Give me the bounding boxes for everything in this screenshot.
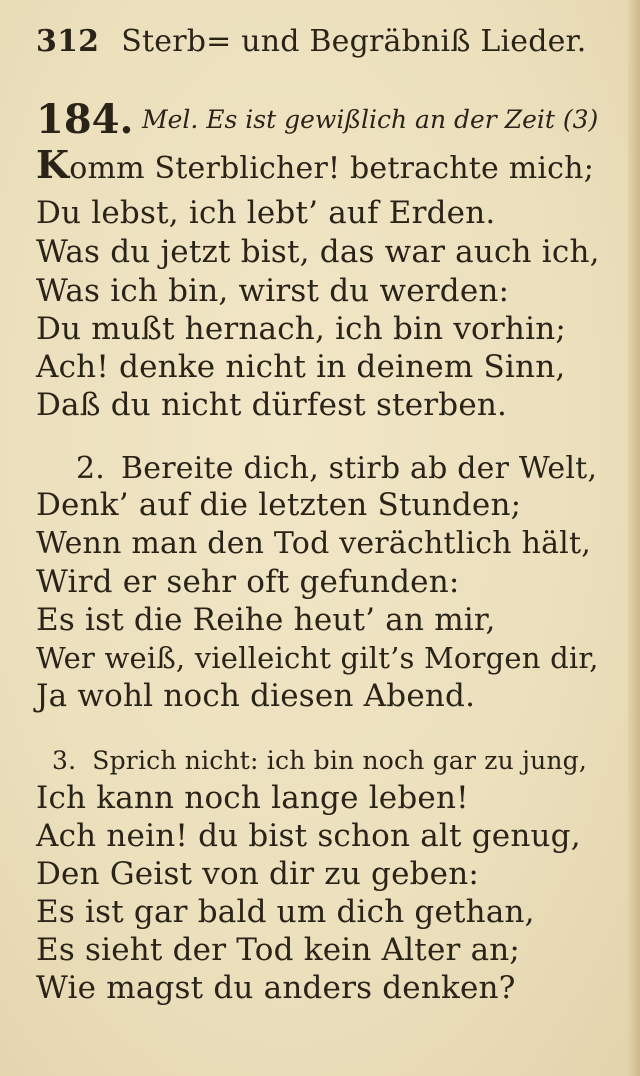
- stanza-2-line-4: Wird er sehr oft gefunden:: [36, 564, 460, 600]
- stanza-2-line-7: Ja wohl noch diesen Abend.: [36, 678, 476, 714]
- stanza-2-line-3: Wenn man den Tod verächtlich hält,: [36, 526, 591, 561]
- running-title: Sterb= und Begräbniß Lieder.: [121, 24, 587, 59]
- stanza-2-line-1-text: Bereite dich, stirb ab der Welt,: [121, 451, 598, 486]
- stanza-3-line-7: Wie magst du anders denken?: [36, 970, 516, 1006]
- page-edge: [628, 0, 640, 1076]
- stanza-3-line-1-text: Sprich nicht: ich bin noch gar zu jung,: [92, 746, 588, 775]
- stanza-1-line-7: Daß du nicht dürfest sterben.: [36, 387, 508, 423]
- stanza-2-line-5: Es ist die Reihe heut’ an mir,: [36, 602, 496, 638]
- stanza-1-line-2: Du lebst, ich lebt’ auf Erden.: [36, 195, 496, 231]
- stanza-3-line-6: Es sieht der Tod kein Alter an;: [36, 932, 521, 968]
- stanza-1-line-5: Du mußt hernach, ich bin vorhin;: [36, 311, 567, 347]
- stanza-1-line-3: Was du jetzt bist, das war auch ich,: [36, 234, 600, 270]
- stanza-3-line-1: [52, 741, 587, 781]
- running-header: [36, 22, 587, 62]
- stanza-3-line-4: Den Geist von dir zu geben:: [36, 856, 480, 892]
- stanza-1-line-1: [36, 142, 595, 189]
- stanza-1-line-1-text: omm Sterblicher! betrachte mich;: [69, 151, 595, 186]
- stanza-3-line-2: Ich kann noch lange leben!: [36, 780, 469, 816]
- stanza-2-line-2: Denk’ auf die letzten Stunden;: [36, 487, 522, 523]
- stanza-3-line-3: Ach nein! du bist schon alt genug,: [36, 818, 581, 854]
- initial-letter: K: [36, 142, 70, 187]
- stanza-3-line-5: Es ist gar bald um dich gethan,: [36, 894, 535, 930]
- stanza-1-line-4: Was ich bin, wirst du werden:: [36, 273, 510, 309]
- stanza-2-number: 2.: [76, 451, 106, 486]
- melody-indication: Mel. Es ist gewißlich an der Zeit (3): [142, 105, 599, 134]
- hymn-number: 184.: [36, 96, 134, 143]
- stanza-3-number: 3.: [52, 746, 77, 775]
- stanza-2-line-6: Wer weiß, vielleicht gilt’s Morgen dir,: [36, 641, 599, 675]
- stanza-1-line-6: Ach! denke nicht in deinem Sinn,: [36, 349, 566, 385]
- page-number: 312: [36, 24, 100, 59]
- stanza-2-line-1: [76, 449, 597, 489]
